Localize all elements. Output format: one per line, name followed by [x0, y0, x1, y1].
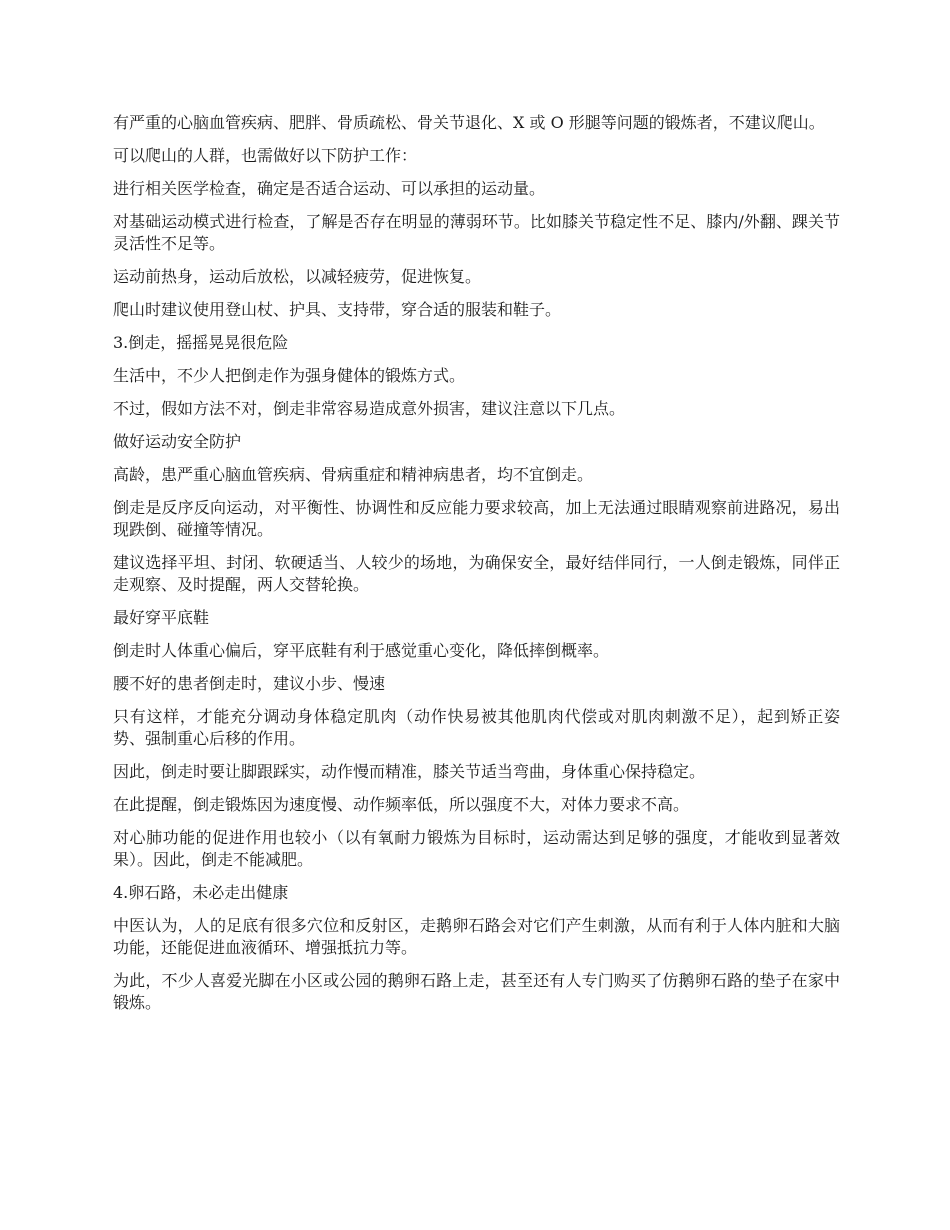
paragraph: 倒走是反序反向运动，对平衡性、协调性和反应能力要求较高，加上无法通过眼睛观察前进路况，易出现跌倒、碰撞等情况。 — [113, 498, 840, 539]
paragraph: 为此，不少人喜爱光脚在小区或公园的鹅卵石路上走，甚至还有人专门购买了仿鹅卵石路的垫子在家中锻炼。 — [113, 971, 840, 1012]
paragraph: 生活中，不少人把倒走作为强身健体的锻炼方式。 — [113, 366, 466, 385]
paragraph: 爬山时建议使用登山杖、护具、支持带，穿合适的服装和鞋子。 — [113, 300, 562, 319]
subheading: 腰不好的患者倒走时，建议小步、慢速 — [113, 674, 386, 693]
paragraph: 可以爬山的人群，也需做好以下防护工作： — [113, 146, 418, 165]
paragraph: 有严重的心脑血管疾病、肥胖、骨质疏松、骨关节退化、X 或 O 形腿等问题的锻炼者，不建议爬山。 — [113, 113, 825, 132]
paragraph: 对基础运动模式进行检查，了解是否存在明显的薄弱环节。比如膝关节稳定性不足、膝内/外翻、踝关节灵活性不足等。 — [113, 212, 840, 253]
paragraph: 不过，假如方法不对，倒走非常容易造成意外损害，建议注意以下几点。 — [113, 399, 626, 418]
document-body — [113, 112, 840, 1025]
paragraph: 在此提醒，倒走锻炼因为速度慢、动作频率低，所以强度不大，对体力要求不高。 — [113, 795, 690, 814]
section-heading: 3.倒走，摇摇晃晃很危险 — [113, 333, 289, 352]
paragraph: 倒走时人体重心偏后，穿平底鞋有利于感觉重心变化，降低摔倒概率。 — [113, 641, 610, 660]
subheading: 做好运动安全防护 — [113, 432, 242, 451]
paragraph: 进行相关医学检查，确定是否适合运动、可以承担的运动量。 — [113, 179, 546, 198]
paragraph: 建议选择平坦、封闭、软硬适当、人较少的场地，为确保安全，最好结伴同行，一人倒走锻炼，同伴正走观察、及时提醒，两人交替轮换。 — [113, 553, 840, 594]
section-heading: 4.卵石路，未必走出健康 — [113, 883, 289, 902]
paragraph: 只有这样，才能充分调动身体稳定肌肉（动作快易被其他肌肉代偿或对肌肉刺激不足），起到矫正姿势、强制重心后移的作用。 — [113, 707, 840, 748]
paragraph: 运动前热身，运动后放松，以减轻疲劳，促进恢复。 — [113, 267, 482, 286]
paragraph: 高龄，患严重心脑血管疾病、骨病重症和精神病患者，均不宜倒走。 — [113, 465, 594, 484]
paragraph: 中医认为，人的足底有很多穴位和反射区，走鹅卵石路会对它们产生刺激，从而有利于人体内脏和大脑功能，还能促进血液循环、增强抵抗力等。 — [113, 916, 840, 957]
paragraph: 因此，倒走时要让脚跟踩实，动作慢而精准，膝关节适当弯曲，身体重心保持稳定。 — [113, 762, 706, 781]
paragraph: 对心肺功能的促进作用也较小（以有氧耐力锻炼为目标时，运动需达到足够的强度，才能收到显著效果）。因此，倒走不能减肥。 — [113, 828, 840, 869]
subheading: 最好穿平底鞋 — [113, 608, 210, 627]
